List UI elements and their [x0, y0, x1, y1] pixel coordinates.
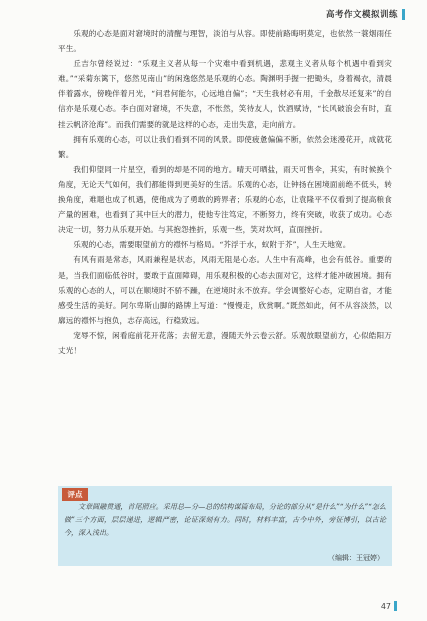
page-number	[381, 601, 397, 611]
paragraph: 拥有乐观的心态，可以让我们看到不同的风景。即使疲惫偏偏不断，依然会迷漫花开，成就花繁。	[58, 134, 392, 159]
page-number-text: 47	[380, 601, 391, 611]
review-text: 文章圆融贯通，首尾照应。采用总—分—总的结构谋篇布局，分论的部分从“是什么”“为什么”“怎么做”三个方面，层层递进，逻辑严密，论证深刻有力。同时，材料丰富，古今中外，旁征博引，以古论今，深入浅出。	[64, 503, 386, 538]
page-accent-bar	[394, 601, 397, 611]
paragraph: 乐观的心态，需要眼望前方的襟怀与格局。“芥浮于水，蚁附于芥”，人生天地宽。	[73, 240, 351, 250]
review-label: 评点	[62, 488, 88, 501]
essay-body	[58, 26, 392, 358]
header-accent-bar	[402, 9, 405, 20]
paragraph: 丘吉尔曾经说过：“乐观主义者从每一个灾难中看到机遇，悲观主义者从每个机遇中看到灾难。”“采菊东篱下，悠然见南山”的闲逸悠然是乐观的心态。陶渊明手握一把锄头，身着褐衣，清晨伴着露水，傍晚伴着月光，“问君何能尔，心远地自偏”；“天生我材必有用，千金散尽还复来”的自信亦是乐观心态。李白面对窘境，不失意，不怅然，笑待友人，饮酒赋诗，“长风破浪会有时，直挂云帆济沧海”。而我们需要的就是这样的心态，走出失意，走向前方。	[58, 59, 392, 129]
review-editor: （编辑：王冠婷）	[328, 554, 384, 562]
paragraph: 我们仰望同一片星空，看到的却是不同的地方。晴天可晒盐，雨天可售伞，其实，有时候换个角度，无论天气如何，我们都能得到更美好的生活。乐观的心态，让钟扬在困境面前绝不低头，转换角度，难题也成了机遇，使他成为了勇敢的跨界者；乐观的心态，让袁隆平不仅看到了提高粮食产量的困难，也看到了其中巨大的潜力，使他专注笃定，不断努力，终有突破，收获了成功。心态决定一切，努力从乐观开始。与其抱怨挫折，乐观一些，笑对坎坷，直面挫折。	[58, 164, 392, 235]
paragraph: 有风有雨是常态，风雨兼程是状态，风雨无阻是心态。人生中有高峰，也会有低谷。重要的是，当我们面临低谷时，要敢于直面障碍，用乐观积极的心态去面对它，这样才能冲破困境。拥有乐观的心态的人，可以在顺境时不骄不躁，在逆境时永不放弃。学会调整好心态，定期自省，才能感受生活的美好。阿尔卑斯山脚的路牌上写道：“慢慢走，欣赏啊。”既然如此，何不从容淡然，以廓远的襟怀与抱负，志存高远，行稳致远。	[58, 255, 392, 325]
header-title: 高考作文模拟训练	[325, 10, 398, 20]
page-header	[326, 8, 405, 20]
paragraph: 宠辱不惊，闲看庭前花开花落；去留无意，漫随天外云卷云舒。乐观放眼望前方，心似皓阳万丈光！	[58, 330, 392, 355]
review-box	[58, 486, 392, 566]
paragraph: 乐观的心态是面对窘境时的清醒与理智，淡泊与从容。即使前路晦明莫定，也依然一蓑烟雨任平生。	[58, 29, 392, 54]
